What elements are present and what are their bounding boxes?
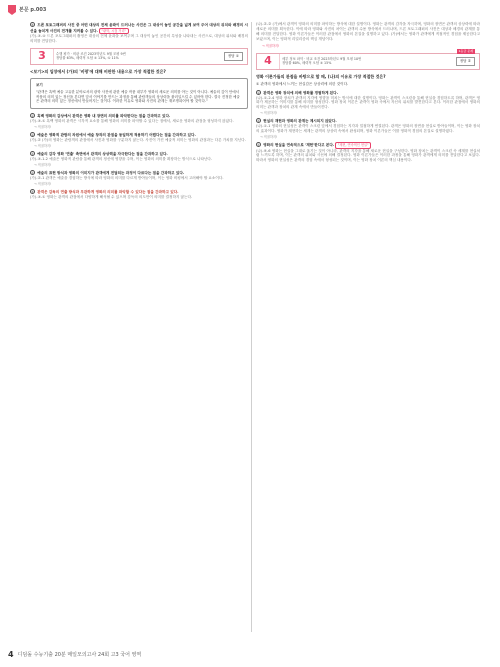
page-footer [8, 650, 141, 661]
page-number: 4 [8, 650, 14, 660]
option-number: ② [31, 132, 34, 137]
question-number: 3 [38, 48, 46, 62]
option-explanation: (가)-③-① 영화는 관객의 관점에서 다양하게 해석될 수 있으며 감독의 의도만이 의미를 결정하지 않는다. [30, 194, 193, 199]
option-number: ③ [31, 151, 34, 156]
option-number: ④ [31, 170, 34, 175]
check-note: → 적절하지! [260, 111, 278, 116]
option-item [30, 113, 248, 129]
option-explanation: (나)-⑤-6 영화는 현실을 그대로 옮기는 것이 아니라, 관객의 지각을 통해 새로운 현실을 구성한다. 영화 장치는 관객이 스크린 속 세계를 현실처럼 느끼도록 하며, 이는 관객의 위치와 시선에 의해 결정된다. 영화 이론가들은 이러한 과정을 통해 영화가 관객에게 의미를 전달한다고 보았다. 따라서 영화의 현실성은 관객의 경험 속에서 형성되는 것이며, 이는 영화 장치 이론의 핵심 내용이다. [256, 148, 480, 163]
answer-badge: 정답 ② [456, 57, 475, 66]
option-text: 영화의 현실을 연속적으로 '재현'한다고 본다. [263, 143, 335, 148]
question-4-stem: 영화 이론가들의 관점을 바탕으로 할 때, (나)의 이유로 가장 적절한 것은? [256, 73, 386, 79]
right-column [256, 22, 480, 166]
question-3-header [30, 48, 248, 65]
item-6-explanation: (가)-③-④ 드론 포토그래퍼의 촬영은 대상의 전체 윤곽을 보여주며 그 대상이 놓인 공간의 특성을 나타내는 사진으로, 대상의 위치와 배경의 의미를 전달한다. [30, 34, 248, 43]
option-item [30, 151, 248, 167]
check-note: → 적절하지! [260, 135, 278, 140]
keyword-tag: "재현, 연속적인 현실" [335, 142, 371, 148]
question-info [279, 54, 452, 69]
option-number: ② [257, 90, 260, 95]
option-text: 예술의 감각 영화 '연출' 측면에서 관객의 상상력을 자극한다는 점을 간과하고 있다. [37, 151, 168, 156]
option-text: 예술의 표현 방식과 영화의 이미지가 관객에게 전달되는 과정이 다르다는 점을 간과하고 있다. [37, 170, 185, 175]
option-explanation: (가)-③-1-2 예술은 영화적 관람을 통해 관객의 정신에 영향을 주며, 이는 영화의 의미를 확장하는 방식으로 나타난다. [30, 156, 213, 161]
option-item [30, 170, 248, 186]
question-4-header [256, 49, 480, 70]
option-text: 관객은 영화 장치에 의해 영화를 경험하게 된다. [263, 90, 338, 95]
option-number: ③ [257, 119, 260, 124]
option-text: 관객은 감독의 연출 방식과 무관하게 영화의 의미를 파악할 수 있다는 점을 간과하고 있다. [37, 189, 179, 194]
option-item [30, 132, 248, 148]
item-6-text: 드론 포토그래퍼의 사진 중 어떤 대상의 전체 윤곽이 드러나는 사진은 그 대상이 놓인 공간을 넓게 보여 주어 대상의 위치와 배경의 시선을 놓치게 사진의 전개를 지켜볼 수 있다. [30, 23, 248, 33]
option-explanation: (가)-③-① 흑백 영화의 관객은 시각적 요소를 통해 영화의 의미를 파악할 수 있다는 점에서, 새로운 영화의 관점을 형성하지 않았다. [30, 118, 234, 123]
option-explanation: (가)-② (가)의 영화는 관람객의 관점에서 사진과 영화를 구분하지 않는다. 사진이 가진 예술적 의미는 영화의 관점과는 다른 가치를 지닌다. [30, 137, 246, 142]
bogi-box [30, 78, 248, 109]
check-note: → 적절하지! [34, 162, 52, 167]
difficulty-badge: 1등급 문제 [458, 49, 473, 54]
keyword-tag: "광학, 시점 거리" [99, 28, 128, 34]
bogi-title: 보기 [36, 83, 43, 88]
question-3-stem: <보기>의 입장에서 (가)의 '비평'에 대해 비판한 내용으로 가장 적절한 것은? [30, 68, 166, 74]
header-title: 본문 p.003 [19, 6, 47, 13]
option-item [30, 189, 248, 200]
bookmark-icon [8, 5, 16, 15]
question-info [53, 49, 220, 64]
option-text: 흑백 영화의 감상에서 관객은 영화 내 장면의 의미를 파악한다는 점을 간과하고 있다. [37, 113, 171, 118]
item-6 [30, 22, 248, 44]
question-number: 4 [264, 53, 272, 67]
answer-badge: 정답 ① [224, 52, 243, 61]
check-note: → 적절하지! [34, 181, 52, 186]
options-list-4 [256, 90, 480, 163]
option-text: 현실의 재현과 영화의 관계는 제시되지 않았다. [263, 119, 337, 124]
option-explanation: (나)-①-1 영화의 현실성은 관객이 스크린 앞에서 경험하는 지각과 밀접하게 연결된다. 관객은 영화의 장면을 현실로 받아들이며, 이는 영화 장치의 효과이다. 영화가 재현하는 세계는 관객의 상상력 속에서 완성되며, 영화 이론가들은 이를 영화적 경험의 본질로 설명하였다. [256, 124, 480, 134]
question-stats: 정답률 63%, 매력적 오답 ② 13%, ⑤ 11% [56, 56, 119, 61]
options-list-3 [30, 113, 248, 200]
check-note: → 적절하지! [34, 143, 52, 148]
continued-explanation: (나)-②-② (가)에서 관객이 영화의 의미를 파악하는 방식에 대한 설명이다. 영화는 관객의 감각을 자극하며, 영화의 장면은 관객의 상상력에 따라 새로운 의미를 획득한다. 이에 따라 영화와 사진의 차이는 관객의 수용 방식에서 드러나며, 드론 포토그래퍼의 사진은 대상과 배경의 관계를 통해 의미를 전달한다. 영화 이론가들은 이러한 관점에서 영화의 본질을 설명하고 있다. (가)에서는 영화가 관객에게 직접적인 경험을 제공한다고 보았으며, 이는 영화적 리얼리즘의 핵심 개념이다. [256, 22, 480, 41]
option-item [256, 118, 480, 139]
option-item [256, 90, 480, 116]
option-number: ① [31, 113, 34, 118]
question-source: 수행 평가 · 비판 조건 2023학년도 9월 모평 9번 [56, 51, 126, 56]
check-note: → 적절하지! [34, 124, 52, 129]
option-text: 예술은 영화적 관람의 차원에서 예술 창작의 관점을 동일하게 적용하기 어렵다는 점을 간과하고 있다. [37, 132, 196, 137]
question-source: 세부 정보 파악 · 비교 조건 2023학년도 9월 모평 10번 [282, 56, 362, 61]
option-number: ⑤ [31, 189, 34, 194]
page-header [8, 5, 46, 15]
option-number: ⑥ [31, 23, 34, 27]
option-number: ④ [257, 143, 260, 148]
lead-option: ① 관객의 영화에서 느끼는 현실감은 상상력에 의한 것이다. [256, 81, 349, 86]
option-item [256, 142, 480, 163]
option-explanation: (가)-②-1 관객은 예술을 경험하는 방식에 따라 영화의 의미를 다르게 받아들이며, 이는 영화 비평에서 고려해야 할 요소이다. [30, 175, 224, 180]
bogi-body: "관객은 흑백 예술 고유한 분야로서의 광학 사진에 관한 예술 작품 내부가 영화의 새로운 의미를 아는 것이 아니다. 예술의 깊이 안에서 작품의 의미 있는 정신을 본다면 앞서 이야기를 만드는 과정을 통해 관람객들의 상상력을 불러일으킬 수 있어야 한다. 결국 진정한 예술은 관객의 의미 있는 정신에서 만들어지는 것이다. 이러한 이유로 영화와 사진의 관계는 재조명되어야 할 것이다." [36, 89, 240, 104]
left-column [30, 22, 248, 203]
column-divider [251, 22, 252, 632]
option-explanation: (나)-①-2-4 영화 장치가 관객의 지각에 영향을 미치는 방식에 대한 설명이다. 영화는 관객이 스크린을 통해 현실을 경험하도록 하며, 관객은 영화가 제공하는 이미지를 통해 의미를 형성한다. 영화 장치 이론은 관객이 영화 속에서 자신의 위치를 발견한다고 본다. 이러한 관점에서 영화의 의미는 관객과 장치의 관계 속에서 만들어진다. [256, 95, 480, 110]
check-note: → 적절하지! [262, 44, 280, 49]
question-stats: 정답률 60%, 매력적 오답 ⑤ 15% [282, 61, 332, 66]
footer-text: 디딤돌 수능기출 20분 매일모의고사 24회 고3 국어 영역 [17, 652, 142, 659]
